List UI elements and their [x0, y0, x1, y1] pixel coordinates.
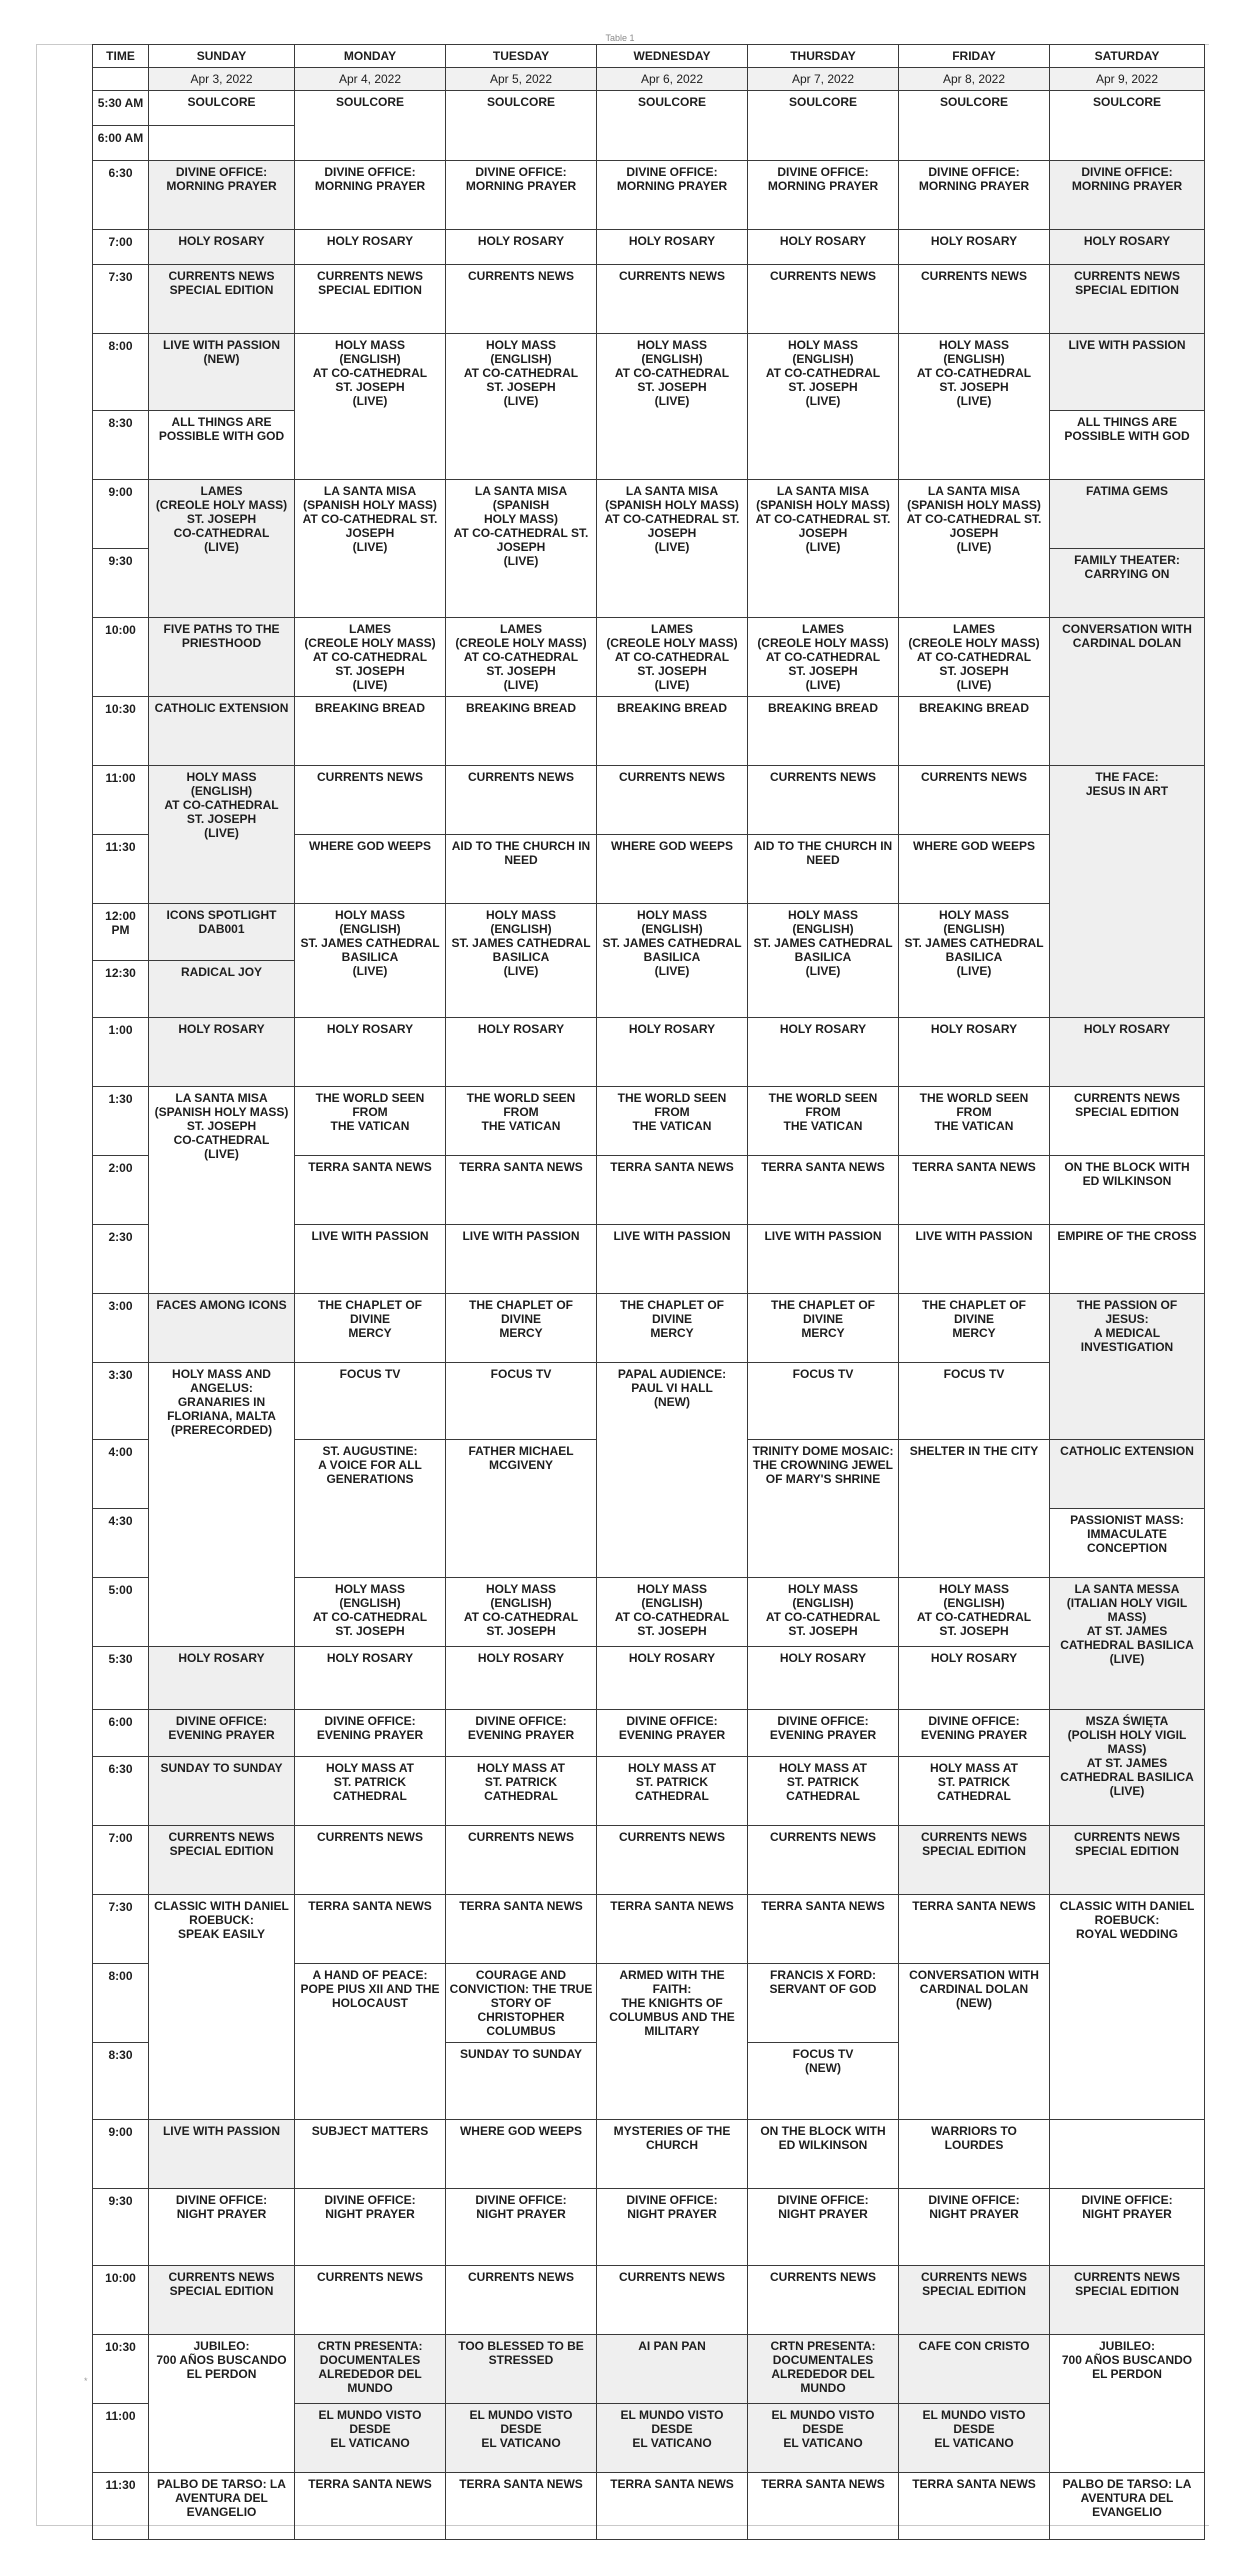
- program-cell: LIVE WITH PASSION: [899, 1225, 1050, 1294]
- day-date: Apr 6, 2022: [597, 68, 748, 91]
- day-header-row: [93, 45, 1205, 68]
- table-row: [93, 161, 1205, 230]
- program-cell: HOLY ROSARY: [149, 1018, 295, 1087]
- program-cell: THE CHAPLET OF DIVINE MERCY: [597, 1294, 748, 1363]
- program-cell: LIVE WITH PASSION: [149, 2120, 295, 2189]
- program-cell: EL MUNDO VISTO DESDE EL VATICANO: [446, 2404, 597, 2473]
- program-cell: CURRENTS NEWS SPECIAL EDITION: [295, 265, 446, 334]
- program-cell: LIVE WITH PASSION: [748, 1225, 899, 1294]
- program-cell: TERRA SANTA NEWS: [748, 1895, 899, 1964]
- program-cell: DIVINE OFFICE: MORNING PRAYER: [149, 161, 295, 230]
- program-cell: CONVERSATION WITH CARDINAL DOLAN: [1050, 618, 1205, 766]
- program-cell: HOLY MASS (ENGLISH) AT CO-CATHEDRAL ST. JOSEPH (LIVE): [899, 334, 1050, 480]
- program-cell: SUBJECT MATTERS: [295, 2120, 446, 2189]
- program-cell: LAMES (CREOLE HOLY MASS) AT CO-CATHEDRAL ST. JOSEPH (LIVE): [899, 618, 1050, 697]
- table-row: [93, 91, 1205, 126]
- program-cell: HOLY MASS (ENGLISH) AT CO-CATHEDRAL ST. JOSEPH (LIVE): [295, 334, 446, 480]
- program-cell: DIVINE OFFICE: NIGHT PRAYER: [149, 2189, 295, 2266]
- program-cell: DIVINE OFFICE: EVENING PRAYER: [899, 1710, 1050, 1757]
- time-column-header: TIME: [93, 45, 149, 68]
- program-cell: WHERE GOD WEEPS: [899, 835, 1050, 904]
- program-cell: DIVINE OFFICE: MORNING PRAYER: [446, 161, 597, 230]
- program-cell: TRINITY DOME MOSAIC: THE CROWNING JEWEL OF MARY'S SHRINE: [748, 1440, 899, 1578]
- program-cell: HOLY MASS (ENGLISH) ST. JAMES CATHEDRAL BASILICA (LIVE): [597, 904, 748, 1018]
- program-cell: DIVINE OFFICE: NIGHT PRAYER: [899, 2189, 1050, 2266]
- program-cell: AI PAN PAN: [597, 2335, 748, 2404]
- program-cell: CURRENTS NEWS: [597, 766, 748, 835]
- program-cell: TERRA SANTA NEWS: [748, 2473, 899, 2540]
- program-cell: MYSTERIES OF THE CHURCH: [597, 2120, 748, 2189]
- program-cell: HOLY ROSARY: [899, 1647, 1050, 1710]
- program-cell: DIVINE OFFICE: MORNING PRAYER: [748, 161, 899, 230]
- schedule-body: [93, 91, 1205, 2540]
- day-date: Apr 8, 2022: [899, 68, 1050, 91]
- program-cell: HOLY MASS (ENGLISH) AT CO-CATHEDRAL ST. JOSEPH (LIVE): [748, 334, 899, 480]
- program-cell: HOLY ROSARY: [1050, 230, 1205, 265]
- program-cell: LA SANTA MISA (SPANISH HOLY MASS) AT CO-CATHEDRAL ST. JOSEPH (LIVE): [295, 480, 446, 618]
- time-slot: 3:30: [93, 1363, 149, 1440]
- program-cell: HOLY MASS (ENGLISH) AT CO-CATHEDRAL ST. JOSEPH: [597, 1578, 748, 1647]
- program-cell: ON THE BLOCK WITH ED WILKINSON: [1050, 1156, 1205, 1225]
- time-slot: 1:30: [93, 1087, 149, 1156]
- program-cell: DIVINE OFFICE: NIGHT PRAYER: [748, 2189, 899, 2266]
- day-header: SUNDAY: [149, 45, 295, 68]
- time-slot: 11:30: [93, 2473, 149, 2540]
- row-marker: *: [84, 2376, 88, 2386]
- table-row: [93, 2335, 1205, 2404]
- program-cell: FIVE PATHS TO THE PRIESTHOOD: [149, 618, 295, 697]
- program-cell: CURRENTS NEWS: [597, 265, 748, 334]
- program-cell: CATHOLIC EXTENSION: [1050, 1440, 1205, 1509]
- day-date: Apr 7, 2022: [748, 68, 899, 91]
- program-cell: CURRENTS NEWS SPECIAL EDITION: [1050, 1087, 1205, 1156]
- program-cell: THE FACE: JESUS IN ART: [1050, 766, 1205, 1018]
- program-cell: CURRENTS NEWS: [597, 2266, 748, 2335]
- program-cell: A HAND OF PEACE: POPE PIUS XII AND THE HOLOCAUST: [295, 1964, 446, 2120]
- time-slot: 4:30: [93, 1509, 149, 1578]
- program-cell: CURRENTS NEWS: [446, 2266, 597, 2335]
- program-cell: SOULCORE: [295, 91, 446, 161]
- date-row-spacer: [93, 68, 149, 91]
- program-cell: CURRENTS NEWS: [748, 2266, 899, 2335]
- table-caption: Table 1: [605, 33, 635, 43]
- program-cell: EL MUNDO VISTO DESDE EL VATICANO: [748, 2404, 899, 2473]
- program-cell: EL MUNDO VISTO DESDE EL VATICANO: [899, 2404, 1050, 2473]
- program-cell: HOLY MASS (ENGLISH) AT CO-CATHEDRAL ST. JOSEPH (LIVE): [149, 766, 295, 904]
- program-cell: SOULCORE: [899, 91, 1050, 161]
- program-cell: DIVINE OFFICE: EVENING PRAYER: [149, 1710, 295, 1757]
- program-cell: EL MUNDO VISTO DESDE EL VATICANO: [597, 2404, 748, 2473]
- time-slot: 6:00 AM: [93, 126, 149, 161]
- program-cell: LIVE WITH PASSION: [295, 1225, 446, 1294]
- table-row: [93, 1826, 1205, 1895]
- program-cell: LA SANTA MISA (SPANISH HOLY MASS) AT CO-CATHEDRAL ST. JOSEPH (LIVE): [446, 480, 597, 618]
- program-cell: HOLY ROSARY: [748, 230, 899, 265]
- table-row: [93, 618, 1205, 697]
- program-cell: THE WORLD SEEN FROM THE VATICAN: [748, 1087, 899, 1156]
- program-cell: THE CHAPLET OF DIVINE MERCY: [899, 1294, 1050, 1363]
- program-cell: TERRA SANTA NEWS: [597, 2473, 748, 2540]
- program-cell: THE CHAPLET OF DIVINE MERCY: [748, 1294, 899, 1363]
- program-cell: FOCUS TV (NEW): [748, 2043, 899, 2120]
- table-row: [93, 1757, 1205, 1826]
- program-cell: LA SANTA MISA (SPANISH HOLY MASS) AT CO-CATHEDRAL ST. JOSEPH (LIVE): [748, 480, 899, 618]
- program-cell: HOLY ROSARY: [899, 230, 1050, 265]
- time-slot: 11:00: [93, 2404, 149, 2473]
- time-slot: 7:30: [93, 265, 149, 334]
- time-slot: 10:00: [93, 2266, 149, 2335]
- program-cell: CURRENTS NEWS: [295, 766, 446, 835]
- program-cell: BREAKING BREAD: [295, 697, 446, 766]
- program-cell: TERRA SANTA NEWS: [295, 1156, 446, 1225]
- program-cell: HOLY MASS (ENGLISH) ST. JAMES CATHEDRAL BASILICA (LIVE): [446, 904, 597, 1018]
- program-cell: CURRENTS NEWS: [899, 265, 1050, 334]
- program-cell: HOLY ROSARY: [899, 1018, 1050, 1087]
- program-cell: HOLY MASS AT ST. PATRICK CATHEDRAL: [446, 1757, 597, 1826]
- program-cell: SUNDAY TO SUNDAY: [149, 1757, 295, 1826]
- program-cell: FATIMA GEMS: [1050, 480, 1205, 549]
- table-row: [93, 1710, 1205, 1757]
- table-row: [93, 1363, 1205, 1440]
- program-cell: CLASSIC WITH DANIEL ROEBUCK: ROYAL WEDDING: [1050, 1895, 1205, 2120]
- day-header: MONDAY: [295, 45, 446, 68]
- table-row: [93, 230, 1205, 265]
- program-cell: TOO BLESSED TO BE STRESSED: [446, 2335, 597, 2404]
- time-slot: 3:00: [93, 1294, 149, 1363]
- program-cell: DIVINE OFFICE: NIGHT PRAYER: [597, 2189, 748, 2266]
- program-cell: FAMILY THEATER: CARRYING ON: [1050, 549, 1205, 618]
- program-cell: CURRENTS NEWS: [748, 766, 899, 835]
- program-cell: BREAKING BREAD: [899, 697, 1050, 766]
- program-cell: HOLY ROSARY: [597, 1647, 748, 1710]
- program-cell: LIVE WITH PASSION: [446, 1225, 597, 1294]
- day-date: Apr 5, 2022: [446, 68, 597, 91]
- program-cell: THE WORLD SEEN FROM THE VATICAN: [597, 1087, 748, 1156]
- program-cell: FOCUS TV: [899, 1363, 1050, 1440]
- program-cell: CURRENTS NEWS: [597, 1826, 748, 1895]
- program-cell: ARMED WITH THE FAITH: THE KNIGHTS OF COLUMBUS AND THE MILITARY: [597, 1964, 748, 2120]
- program-cell: HOLY ROSARY: [446, 1018, 597, 1087]
- program-cell: COURAGE AND CONVICTION: THE TRUE STORY OF CHRISTOPHER COLUMBUS: [446, 1964, 597, 2043]
- program-cell: CURRENTS NEWS SPECIAL EDITION: [1050, 2266, 1205, 2335]
- program-cell: LA SANTA MISA (SPANISH HOLY MASS) AT CO-CATHEDRAL ST. JOSEPH (LIVE): [597, 480, 748, 618]
- program-cell: SOULCORE: [149, 91, 295, 126]
- time-slot: 6:30: [93, 1757, 149, 1826]
- program-cell: CURRENTS NEWS SPECIAL EDITION: [899, 1826, 1050, 1895]
- program-cell: ICONS SPOTLIGHT DAB001: [149, 904, 295, 961]
- program-cell: DIVINE OFFICE: EVENING PRAYER: [295, 1710, 446, 1757]
- program-cell: CURRENTS NEWS SPECIAL EDITION: [149, 265, 295, 334]
- program-cell: TERRA SANTA NEWS: [446, 2473, 597, 2540]
- time-slot: 8:00: [93, 1964, 149, 2043]
- program-cell: LAMES (CREOLE HOLY MASS) AT CO-CATHEDRAL ST. JOSEPH (LIVE): [748, 618, 899, 697]
- program-cell: ALL THINGS ARE POSSIBLE WITH GOD: [1050, 411, 1205, 480]
- program-cell: TERRA SANTA NEWS: [597, 1895, 748, 1964]
- program-cell: SHELTER IN THE CITY: [899, 1440, 1050, 1578]
- program-cell: SOULCORE: [446, 91, 597, 161]
- program-cell: WHERE GOD WEEPS: [295, 835, 446, 904]
- day-date: Apr 4, 2022: [295, 68, 446, 91]
- program-cell: HOLY MASS AT ST. PATRICK CATHEDRAL: [748, 1757, 899, 1826]
- program-cell: HOLY MASS AT ST. PATRICK CATHEDRAL: [597, 1757, 748, 1826]
- program-cell: JUBILEO: 700 AÑOS BUSCANDO EL PERDON: [1050, 2335, 1205, 2473]
- day-header: THURSDAY: [748, 45, 899, 68]
- program-cell: HOLY MASS (ENGLISH) ST. JAMES CATHEDRAL BASILICA (LIVE): [748, 904, 899, 1018]
- table-row: [93, 2120, 1205, 2189]
- table-row: [93, 697, 1205, 766]
- program-cell: HOLY MASS AT ST. PATRICK CATHEDRAL: [295, 1757, 446, 1826]
- time-slot: 7:00: [93, 1826, 149, 1895]
- table-row: [93, 265, 1205, 334]
- program-cell: CURRENTS NEWS: [446, 265, 597, 334]
- time-slot: 6:00: [93, 1710, 149, 1757]
- table-row: [93, 1647, 1205, 1710]
- program-cell: DIVINE OFFICE: NIGHT PRAYER: [1050, 2189, 1205, 2266]
- program-cell: FATHER MICHAEL MCGIVENY: [446, 1440, 597, 1578]
- time-slot: 10:00: [93, 618, 149, 697]
- time-slot: 1:00: [93, 1018, 149, 1087]
- table-row: [93, 2266, 1205, 2335]
- time-slot: 7:00: [93, 230, 149, 265]
- program-cell: BREAKING BREAD: [446, 697, 597, 766]
- program-cell: TERRA SANTA NEWS: [748, 1156, 899, 1225]
- program-cell: HOLY ROSARY: [149, 230, 295, 265]
- time-slot: 8:30: [93, 2043, 149, 2120]
- program-cell: LAMES (CREOLE HOLY MASS) AT CO-CATHEDRAL ST. JOSEPH (LIVE): [295, 618, 446, 697]
- time-slot: 11:00: [93, 766, 149, 835]
- program-cell: PALBO DE TARSO: LA AVENTURA DEL EVANGELIO: [149, 2473, 295, 2540]
- program-cell: BREAKING BREAD: [597, 697, 748, 766]
- program-cell: HOLY ROSARY: [149, 1647, 295, 1710]
- time-slot: 5:00: [93, 1578, 149, 1647]
- program-cell: TERRA SANTA NEWS: [899, 1156, 1050, 1225]
- program-cell: CRTN PRESENTA: DOCUMENTALES ALREDEDOR DEL MUNDO: [295, 2335, 446, 2404]
- program-cell: THE CHAPLET OF DIVINE MERCY: [446, 1294, 597, 1363]
- time-slot: 5:30: [93, 1647, 149, 1710]
- time-slot: 10:30: [93, 697, 149, 766]
- program-cell: CURRENTS NEWS SPECIAL EDITION: [899, 2266, 1050, 2335]
- program-cell: FOCUS TV: [295, 1363, 446, 1440]
- program-cell: WHERE GOD WEEPS: [597, 835, 748, 904]
- program-cell: RADICAL JOY: [149, 961, 295, 1018]
- time-slot: 4:00: [93, 1440, 149, 1509]
- program-cell: CURRENTS NEWS: [748, 265, 899, 334]
- time-slot: 8:30: [93, 411, 149, 480]
- time-slot: 7:30: [93, 1895, 149, 1964]
- day-date: Apr 9, 2022: [1050, 68, 1205, 91]
- time-slot: 9:00: [93, 480, 149, 549]
- program-cell: DIVINE OFFICE: EVENING PRAYER: [446, 1710, 597, 1757]
- program-cell: SOULCORE: [748, 91, 899, 161]
- time-slot: 8:00: [93, 334, 149, 411]
- program-cell: LAMES (CREOLE HOLY MASS) AT CO-CATHEDRAL ST. JOSEPH (LIVE): [597, 618, 748, 697]
- program-cell: CURRENTS NEWS: [899, 766, 1050, 835]
- program-cell: LIVE WITH PASSION (NEW): [149, 334, 295, 411]
- day-header: SATURDAY: [1050, 45, 1205, 68]
- time-slot: 9:30: [93, 2189, 149, 2266]
- program-cell: JUBILEO: 700 AÑOS BUSCANDO EL PERDON: [149, 2335, 295, 2473]
- program-cell: TERRA SANTA NEWS: [295, 2473, 446, 2540]
- program-cell: HOLY ROSARY: [748, 1647, 899, 1710]
- program-cell: HOLY MASS AND ANGELUS: GRANARIES IN FLORIANA, MALTA (PRERECORDED): [149, 1363, 295, 1647]
- program-cell: CURRENTS NEWS SPECIAL EDITION: [149, 2266, 295, 2335]
- program-cell: THE WORLD SEEN FROM THE VATICAN: [446, 1087, 597, 1156]
- table-row: [93, 1895, 1205, 1964]
- program-cell: FACES AMONG ICONS: [149, 1294, 295, 1363]
- program-cell: AID TO THE CHURCH IN NEED: [748, 835, 899, 904]
- program-cell: LAMES (CREOLE HOLY MASS) ST. JOSEPH CO-CATHEDRAL (LIVE): [149, 480, 295, 618]
- program-cell: HOLY ROSARY: [597, 230, 748, 265]
- time-slot: 9:30: [93, 549, 149, 618]
- program-cell: HOLY ROSARY: [295, 1018, 446, 1087]
- program-cell: CAFE CON CRISTO: [899, 2335, 1050, 2404]
- program-cell: AID TO THE CHURCH IN NEED: [446, 835, 597, 904]
- program-cell: DIVINE OFFICE: MORNING PRAYER: [1050, 161, 1205, 230]
- time-slot: 12:00 PM: [93, 904, 149, 961]
- program-cell: HOLY ROSARY: [295, 1647, 446, 1710]
- program-cell: SOULCORE: [1050, 91, 1205, 161]
- day-header: WEDNESDAY: [597, 45, 748, 68]
- day-header: FRIDAY: [899, 45, 1050, 68]
- program-cell: HOLY ROSARY: [446, 230, 597, 265]
- program-cell: LAMES (CREOLE HOLY MASS) AT CO-CATHEDRAL ST. JOSEPH (LIVE): [446, 618, 597, 697]
- program-cell: SOULCORE: [597, 91, 748, 161]
- table-row: [93, 1294, 1205, 1363]
- program-cell: CURRENTS NEWS: [295, 2266, 446, 2335]
- program-cell: LA SANTA MISA (SPANISH HOLY MASS) ST. JOSEPH CO-CATHEDRAL (LIVE): [149, 1087, 295, 1294]
- program-cell: FOCUS TV: [446, 1363, 597, 1440]
- program-cell: TERRA SANTA NEWS: [597, 1156, 748, 1225]
- program-cell: TERRA SANTA NEWS: [446, 1895, 597, 1964]
- program-cell: [1050, 2120, 1205, 2189]
- schedule-table: [92, 44, 1205, 2540]
- table-row: [93, 1018, 1205, 1087]
- program-cell: DIVINE OFFICE: NIGHT PRAYER: [295, 2189, 446, 2266]
- program-cell: HOLY ROSARY: [295, 230, 446, 265]
- program-cell: HOLY MASS (ENGLISH) AT CO-CATHEDRAL ST. JOSEPH: [446, 1578, 597, 1647]
- program-cell: CURRENTS NEWS: [295, 1826, 446, 1895]
- program-cell: HOLY MASS (ENGLISH) AT CO-CATHEDRAL ST. JOSEPH (LIVE): [597, 334, 748, 480]
- program-cell: EL MUNDO VISTO DESDE EL VATICANO: [295, 2404, 446, 2473]
- program-cell: WHERE GOD WEEPS: [446, 2120, 597, 2189]
- program-cell: MSZA ŚWIĘTA (POLISH HOLY VIGIL MASS) AT ST. JAMES CATHEDRAL BASILICA (LIVE): [1050, 1710, 1205, 1826]
- time-slot: 5:30 AM: [93, 91, 149, 126]
- program-cell: TERRA SANTA NEWS: [899, 1895, 1050, 1964]
- program-cell: PASSIONIST MASS: IMMACULATE CONCEPTION: [1050, 1509, 1205, 1578]
- time-slot: 10:30: [93, 2335, 149, 2404]
- table-row: [93, 904, 1205, 961]
- day-header: TUESDAY: [446, 45, 597, 68]
- program-cell: CURRENTS NEWS SPECIAL EDITION: [1050, 1826, 1205, 1895]
- program-cell: DIVINE OFFICE: MORNING PRAYER: [597, 161, 748, 230]
- time-slot: 6:30: [93, 161, 149, 230]
- program-cell: CURRENTS NEWS: [446, 766, 597, 835]
- time-slot: 2:30: [93, 1225, 149, 1294]
- program-cell: ON THE BLOCK WITH ED WILKINSON: [748, 2120, 899, 2189]
- program-cell: THE PASSION OF JESUS: A MEDICAL INVESTIGATION: [1050, 1294, 1205, 1440]
- time-slot: 12:30: [93, 961, 149, 1018]
- program-cell: CURRENTS NEWS: [446, 1826, 597, 1895]
- program-cell: CATHOLIC EXTENSION: [149, 697, 295, 766]
- program-cell: ST. AUGUSTINE: A VOICE FOR ALL GENERATIONS: [295, 1440, 446, 1578]
- table-row: [93, 334, 1205, 411]
- program-cell: DIVINE OFFICE: EVENING PRAYER: [597, 1710, 748, 1757]
- program-cell: CLASSIC WITH DANIEL ROEBUCK: SPEAK EASILY: [149, 1895, 295, 2120]
- program-cell: HOLY MASS (ENGLISH) AT CO-CATHEDRAL ST. JOSEPH: [899, 1578, 1050, 1647]
- time-slot: 11:30: [93, 835, 149, 904]
- program-cell: DIVINE OFFICE: NIGHT PRAYER: [446, 2189, 597, 2266]
- program-cell: HOLY ROSARY: [1050, 1018, 1205, 1087]
- program-cell: HOLY ROSARY: [597, 1018, 748, 1087]
- program-cell: HOLY MASS (ENGLISH) ST. JAMES CATHEDRAL BASILICA (LIVE): [899, 904, 1050, 1018]
- program-cell: HOLY MASS (ENGLISH) AT CO-CATHEDRAL ST. JOSEPH (LIVE): [446, 334, 597, 480]
- program-cell: THE WORLD SEEN FROM THE VATICAN: [899, 1087, 1050, 1156]
- day-date: Apr 3, 2022: [149, 68, 295, 91]
- program-cell: ALL THINGS ARE POSSIBLE WITH GOD: [149, 411, 295, 480]
- program-cell: HOLY MASS (ENGLISH) AT CO-CATHEDRAL ST. JOSEPH: [748, 1578, 899, 1647]
- program-cell: EMPIRE OF THE CROSS: [1050, 1225, 1205, 1294]
- program-cell: DIVINE OFFICE: EVENING PRAYER: [748, 1710, 899, 1757]
- program-cell: THE WORLD SEEN FROM THE VATICAN: [295, 1087, 446, 1156]
- program-cell: WARRIORS TO LOURDES: [899, 2120, 1050, 2189]
- program-cell: CONVERSATION WITH CARDINAL DOLAN (NEW): [899, 1964, 1050, 2120]
- program-cell: TERRA SANTA NEWS: [295, 1895, 446, 1964]
- program-cell: DIVINE OFFICE: MORNING PRAYER: [295, 161, 446, 230]
- program-cell: FOCUS TV: [748, 1363, 899, 1440]
- table-row: [93, 2189, 1205, 2266]
- program-cell: HOLY ROSARY: [748, 1018, 899, 1087]
- program-cell: HOLY MASS AT ST. PATRICK CATHEDRAL: [899, 1757, 1050, 1826]
- program-cell: LA SANTA MISA (SPANISH HOLY MASS) AT CO-CATHEDRAL ST. JOSEPH (LIVE): [899, 480, 1050, 618]
- program-cell: HOLY ROSARY: [446, 1647, 597, 1710]
- program-cell: CURRENTS NEWS: [748, 1826, 899, 1895]
- program-cell: BREAKING BREAD: [748, 697, 899, 766]
- program-cell: CURRENTS NEWS SPECIAL EDITION: [149, 1826, 295, 1895]
- program-cell: LIVE WITH PASSION: [1050, 334, 1205, 411]
- program-cell: PALBO DE TARSO: LA AVENTURA DEL EVANGELIO: [1050, 2473, 1205, 2540]
- program-cell: SUNDAY TO SUNDAY: [446, 2043, 597, 2120]
- table-row: [93, 2473, 1205, 2540]
- program-cell: CRTN PRESENTA: DOCUMENTALES ALREDEDOR DEL MUNDO: [748, 2335, 899, 2404]
- program-cell: PAPAL AUDIENCE: PAUL VI HALL (NEW): [597, 1363, 748, 1578]
- program-cell: HOLY MASS (ENGLISH) AT CO-CATHEDRAL ST. JOSEPH: [295, 1578, 446, 1647]
- program-cell: LA SANTA MESSA (ITALIAN HOLY VIGIL MASS) AT ST. JAMES CATHEDRAL BASILICA (LIVE): [1050, 1578, 1205, 1710]
- time-slot: 2:00: [93, 1156, 149, 1225]
- date-row: [93, 68, 1205, 91]
- program-cell: LIVE WITH PASSION: [597, 1225, 748, 1294]
- table-row: [93, 766, 1205, 835]
- table-row: [93, 1087, 1205, 1156]
- program-cell: CURRENTS NEWS SPECIAL EDITION: [1050, 265, 1205, 334]
- program-cell: [149, 126, 295, 161]
- program-cell: THE CHAPLET OF DIVINE MERCY: [295, 1294, 446, 1363]
- program-cell: FRANCIS X FORD: SERVANT OF GOD: [748, 1964, 899, 2043]
- program-cell: DIVINE OFFICE: MORNING PRAYER: [899, 161, 1050, 230]
- program-cell: TERRA SANTA NEWS: [446, 1156, 597, 1225]
- program-cell: HOLY MASS (ENGLISH) ST. JAMES CATHEDRAL BASILICA (LIVE): [295, 904, 446, 1018]
- time-slot: 9:00: [93, 2120, 149, 2189]
- table-row: [93, 480, 1205, 549]
- program-cell: TERRA SANTA NEWS: [899, 2473, 1050, 2540]
- page-margin-column: [36, 44, 93, 2524]
